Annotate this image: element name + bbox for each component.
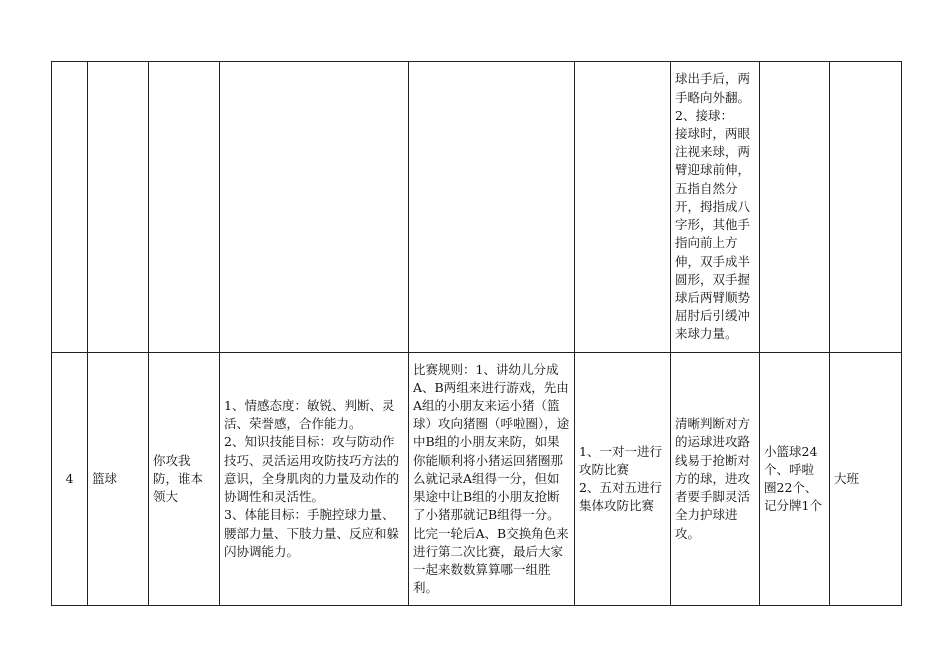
rules-cell: 比赛规则：1、讲幼儿分成A、B两组来进行游戏，先由A组的小朋友来运小猪（篮球）攻向猪圈（呼啦圈），途中B组的小朋友来防，如果你能顺利将小猪运回猪圈那么就记录A组得一分，但如果途中让B组的小朋友抢断了小猪那就记B组得一分。比完一轮后A、B交换角色来进行第二次比赛，最后大家一起来数数算算哪一组胜利。 — [409, 353, 575, 606]
title-cell: 你攻我防，谁本领大 — [149, 353, 220, 606]
table-row — [52, 62, 902, 353]
content-cell: 1、一对一进行攻防比赛 2、五对五进行集体攻防比赛 — [575, 353, 671, 606]
row-number-cell: 4 — [52, 353, 88, 606]
key-points-cell: 清晰判断对方的运球进攻路线易于抢断对方的球，进攻者要手脚灵活全力护球进攻。 — [671, 353, 760, 606]
sport-cell — [88, 62, 149, 353]
lesson-plan-table — [51, 61, 902, 606]
title-cell — [149, 62, 220, 353]
class-level-cell — [830, 62, 902, 353]
content-cell — [575, 62, 671, 353]
class-level-cell: 大班 — [830, 353, 902, 606]
goals-cell: 1、情感态度：敏锐、判断、灵活、荣誉感，合作能力。 2、知识技能目标：攻与防动作技巧、灵活运用攻防技巧方法的意识，全身肌肉的力量及动作的协调性和灵活性。 3、体能目标：手腕控球力量、腰部力量、下肢力量、反应和躲闪协调能力。 — [220, 353, 409, 606]
sport-cell: 篮球 — [88, 353, 149, 606]
rules-cell — [409, 62, 575, 353]
goals-cell — [220, 62, 409, 353]
table-row — [52, 353, 902, 606]
row-number-cell — [52, 62, 88, 353]
key-points-cell: 球出手后，两手略向外翻。 2、接球： 接球时，两眼注视来球，两臂迎球前伸，五指自然分开，拇指成八字形，其他手指向前上方伸，双手成半圆形，双手握球后两臂顺势屈肘后引缓冲来球力量。 — [671, 62, 760, 353]
equipment-cell: 小篮球24个、呼啦圈22个、记分牌1个 — [760, 353, 830, 606]
equipment-cell — [760, 62, 830, 353]
